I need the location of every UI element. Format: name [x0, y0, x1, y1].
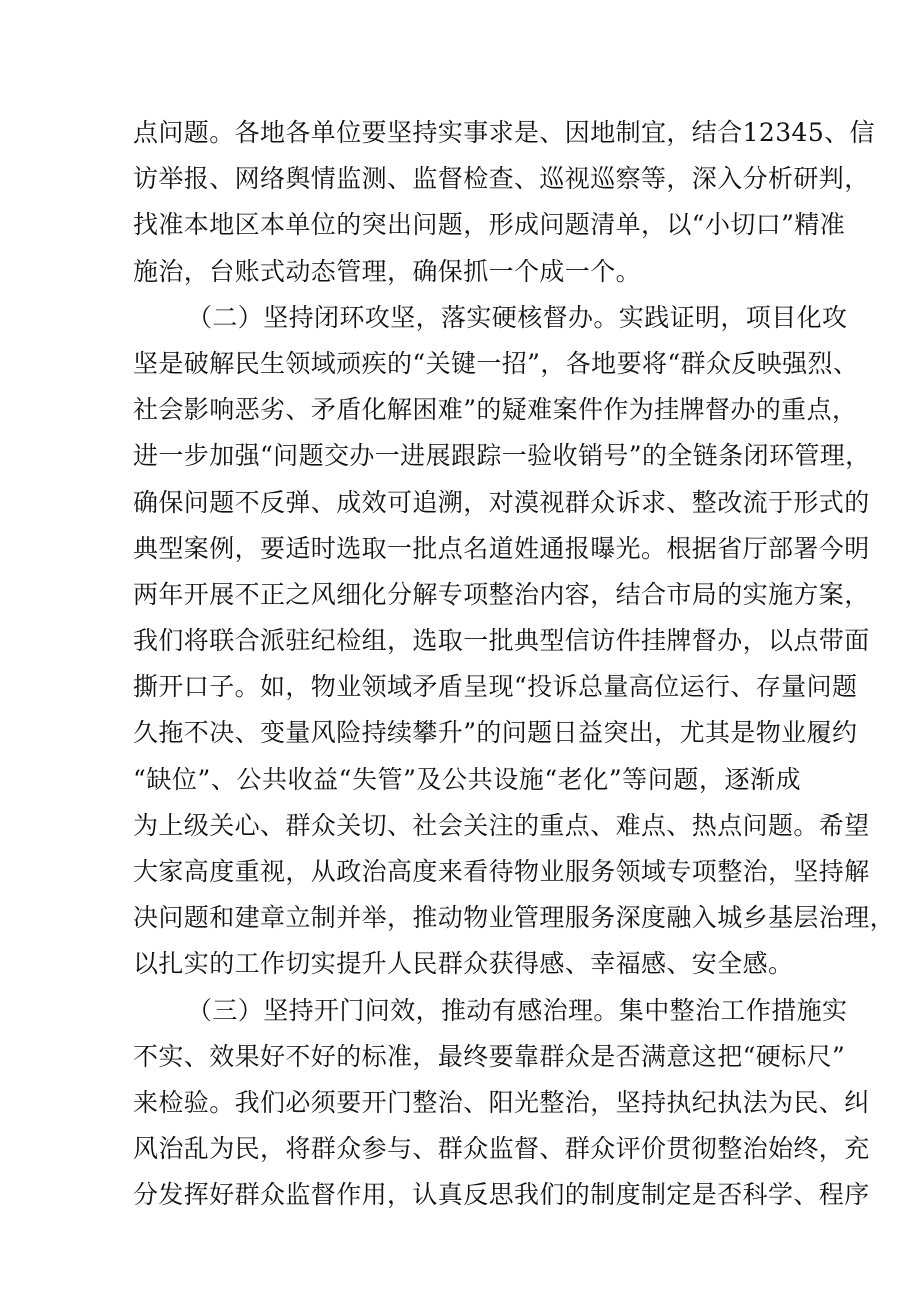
text-line: 施治，台账式动态管理，确保抓一个成一个。 [133, 256, 642, 286]
text-line: 点问题。各地各单位要坚持实事求是、因地制宜，结合12345、信 [133, 118, 875, 147]
text-line: 决问题和建章立制并举，推动物业管理服务深度融入城乡基层治理， [133, 903, 896, 933]
text-line: 社会影响恶劣、矛盾化解困难”的疑难案件作为挂牌督办的重点， [133, 395, 858, 425]
text-line: 撕开口子。如，物业领域矛盾呈现“投诉总量高位运行、存量问题 [133, 672, 858, 702]
text-line: 大家高度重视，从政治高度来看待物业服务领域专项整治，坚持解 [133, 857, 870, 886]
section-2-heading-line: （二）坚持闭环攻坚，落实硬核督办。实践证明，项目化攻 [187, 302, 848, 332]
text-line: 为上级关心、群众关切、社会关注的重点、难点、热点问题。希望 [133, 810, 870, 840]
text-line: 以扎实的工作切实提升人民群众获得感、幸福感、安全感。 [133, 949, 794, 979]
text-line: 久拖不决、变量风险持续攀升”的问题日益突出，尤其是物业履约 [133, 718, 858, 748]
text-line: 不实、效果好不好的标准，最终要靠群众是否满意这把“硬标尺” [133, 1041, 846, 1071]
section-3-heading-line: （三）坚持开门问效，推动有感治理。集中整治工作措施实 [187, 995, 848, 1025]
text-line: 坚是破解民生领域顽疾的“关键一招”，各地要将“群众反映强烈、 [133, 348, 859, 378]
document-body [133, 110, 896, 1219]
text-line: 进一步加强“问题交办一进展跟踪一验收销号”的全链条闭环管理， [133, 441, 871, 471]
paragraph-section-3 [133, 988, 870, 1219]
text-line: 来检验。我们必须要开门整治、阳光整治，坚持执纪执法为民、纠 [133, 1087, 870, 1117]
text-line: 风治乱为民，将群众参与、群众监督、群众评价贯彻整治始终，充 [133, 1134, 870, 1164]
text-line: 典型案例，要适时选取一批点名道姓通报曝光。根据省厅部署今明 [133, 533, 870, 563]
paragraph-continuation [133, 110, 875, 295]
text-line: 我们将联合派驻纪检组，选取一批典型信访件挂牌督办，以点带面 [133, 626, 870, 656]
text-line: 找准本地区本单位的突出问题，形成问题清单，以“小切口”精准 [133, 210, 846, 240]
text-line: 确保问题不反弹、成效可追溯，对漠视群众诉求、整改流于形式的 [133, 487, 870, 517]
text-line: “缺位”、公共收益“失管”及公共设施“老化”等问题，逐渐成 [133, 764, 801, 794]
text-line: 访举报、网络舆情监测、监督检查、巡视巡察等，深入分析研判， [133, 164, 870, 194]
text-line: 两年开展不正之风细化分解专项整治内容，结合市局的实施方案， [133, 579, 870, 609]
paragraph-section-2 [133, 295, 896, 988]
text-line: 分发挥好群众监督作用，认真反思我们的制度制定是否科学、程序 [133, 1180, 870, 1210]
